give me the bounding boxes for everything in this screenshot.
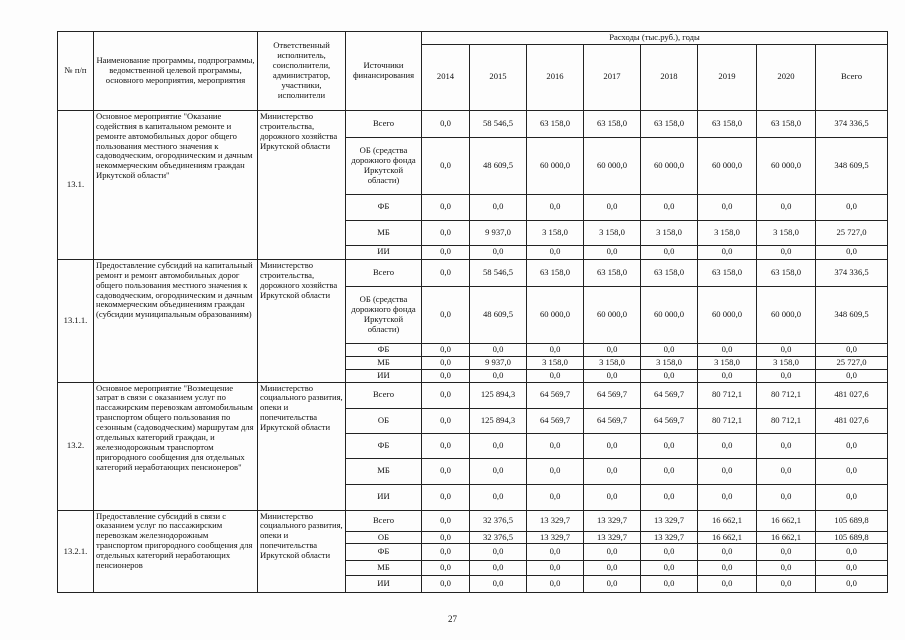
year-value: 3 158,0 bbox=[641, 220, 698, 245]
funding-source: ИИ bbox=[346, 576, 422, 593]
year-value: 0,0 bbox=[698, 245, 757, 259]
year-value: 80 712,1 bbox=[757, 382, 816, 408]
funding-source: Всего bbox=[346, 110, 422, 137]
item-name: Предоставление субсидий в связи с оказанием услуг по пассажирским перевозкам железнодорожным транспортом пригородного сообщения для отдельных категорий неработающих пенсионеров bbox=[94, 510, 258, 593]
header-year: 2014 bbox=[422, 44, 470, 110]
funding-source: ОБ bbox=[346, 531, 422, 544]
funding-source: Всего bbox=[346, 382, 422, 408]
year-value: 0,0 bbox=[641, 369, 698, 382]
header-year: 2015 bbox=[470, 44, 527, 110]
year-value: 60 000,0 bbox=[698, 286, 757, 343]
year-value: 64 569,7 bbox=[527, 382, 584, 408]
year-value: 3 158,0 bbox=[641, 356, 698, 369]
year-value: 0,0 bbox=[422, 531, 470, 544]
year-value: 125 894,3 bbox=[470, 382, 527, 408]
year-value: 0,0 bbox=[527, 458, 584, 484]
year-value: 0,0 bbox=[584, 484, 641, 510]
funding-source: ОБ (средства дорожного фонда Иркутской области) bbox=[346, 137, 422, 194]
year-value: 0,0 bbox=[698, 544, 757, 561]
year-value: 9 937,0 bbox=[470, 356, 527, 369]
header-year: 2016 bbox=[527, 44, 584, 110]
year-value: 0,0 bbox=[757, 561, 816, 576]
year-value: 0,0 bbox=[527, 194, 584, 220]
item-code: 13.1.1. bbox=[58, 259, 94, 382]
year-value: 3 158,0 bbox=[698, 356, 757, 369]
header-expenses: Расходы (тыс.руб.), годы bbox=[422, 32, 888, 45]
year-value: 0,0 bbox=[422, 343, 470, 356]
item-responsible: Министерство строительства, дорожного хозяйства Иркутской области bbox=[258, 110, 346, 259]
year-value: 0,0 bbox=[527, 561, 584, 576]
year-value: 0,0 bbox=[422, 433, 470, 458]
item-responsible: Министерство социального развития, опеки и попечительства Иркутской области bbox=[258, 510, 346, 593]
year-value: 63 158,0 bbox=[584, 110, 641, 137]
funding-source: ИИ bbox=[346, 484, 422, 510]
header-name: Наименование программы, подпрограммы, ведомственной целевой программы, основного мероприятия, мероприятия bbox=[94, 32, 258, 111]
year-value: 0,0 bbox=[641, 433, 698, 458]
funding-source: МБ bbox=[346, 458, 422, 484]
year-value: 80 712,1 bbox=[757, 408, 816, 433]
total-value: 0,0 bbox=[816, 458, 888, 484]
year-value: 64 569,7 bbox=[641, 408, 698, 433]
year-value: 0,0 bbox=[470, 458, 527, 484]
year-value: 3 158,0 bbox=[584, 220, 641, 245]
year-value: 0,0 bbox=[641, 561, 698, 576]
total-value: 0,0 bbox=[816, 194, 888, 220]
funding-source: ИИ bbox=[346, 245, 422, 259]
year-value: 60 000,0 bbox=[757, 286, 816, 343]
year-value: 0,0 bbox=[422, 137, 470, 194]
year-value: 0,0 bbox=[757, 484, 816, 510]
year-value: 48 609,5 bbox=[470, 286, 527, 343]
year-value: 0,0 bbox=[422, 382, 470, 408]
year-value: 0,0 bbox=[422, 194, 470, 220]
header-responsible: Ответственный исполнитель, соисполнители, администратор, участники, исполнители bbox=[258, 32, 346, 111]
year-value: 13 329,7 bbox=[527, 510, 584, 531]
year-value: 63 158,0 bbox=[527, 110, 584, 137]
year-value: 13 329,7 bbox=[641, 510, 698, 531]
year-value: 0,0 bbox=[584, 458, 641, 484]
year-value: 60 000,0 bbox=[527, 137, 584, 194]
year-value: 0,0 bbox=[757, 194, 816, 220]
year-value: 0,0 bbox=[422, 561, 470, 576]
year-value: 0,0 bbox=[470, 576, 527, 593]
year-value: 0,0 bbox=[470, 544, 527, 561]
total-value: 25 727,0 bbox=[816, 356, 888, 369]
table-row bbox=[58, 510, 888, 531]
year-value: 3 158,0 bbox=[584, 356, 641, 369]
year-value: 64 569,7 bbox=[527, 408, 584, 433]
year-value: 0,0 bbox=[698, 561, 757, 576]
header-year: 2019 bbox=[698, 44, 757, 110]
year-value: 0,0 bbox=[470, 433, 527, 458]
year-value: 0,0 bbox=[584, 544, 641, 561]
year-value: 0,0 bbox=[422, 286, 470, 343]
year-value: 16 662,1 bbox=[698, 531, 757, 544]
year-value: 16 662,1 bbox=[757, 531, 816, 544]
header-number: № п/п bbox=[58, 32, 94, 111]
year-value: 58 546,5 bbox=[470, 259, 527, 286]
header-year: 2018 bbox=[641, 44, 698, 110]
year-value: 0,0 bbox=[757, 369, 816, 382]
year-value: 0,0 bbox=[584, 561, 641, 576]
year-value: 0,0 bbox=[422, 220, 470, 245]
year-value: 60 000,0 bbox=[527, 286, 584, 343]
year-value: 0,0 bbox=[470, 561, 527, 576]
year-value: 0,0 bbox=[527, 576, 584, 593]
header-year: Всего bbox=[816, 44, 888, 110]
total-value: 348 609,5 bbox=[816, 137, 888, 194]
item-name: Основное мероприятие "Оказание содействия в капитальном ремонте и ремонте автомобильных дорог общего пользования местного значения к садоводческим, огородническим и дачным некоммерческим объединениям граждан Иркутской области" bbox=[94, 110, 258, 259]
table-row bbox=[58, 382, 888, 408]
funding-source: ОБ (средства дорожного фонда Иркутской области) bbox=[346, 286, 422, 343]
year-value: 0,0 bbox=[422, 369, 470, 382]
year-value: 0,0 bbox=[584, 343, 641, 356]
funding-source: ФБ bbox=[346, 343, 422, 356]
year-value: 3 158,0 bbox=[527, 356, 584, 369]
item-name: Основное мероприятие "Возмещение затрат в связи с оказанием услуг по пассажирским перевозкам автомобильным транспортом общего пользования по сезонным (садоводческим) маршрутам для отдельных категорий граждан, и железнодорожным транспортом пригородного сообщения для отдельных категорий неработающих пенсионеров" bbox=[94, 382, 258, 510]
year-value: 0,0 bbox=[698, 369, 757, 382]
funding-source: Всего bbox=[346, 510, 422, 531]
year-value: 0,0 bbox=[584, 245, 641, 259]
year-value: 0,0 bbox=[422, 356, 470, 369]
year-value: 0,0 bbox=[698, 576, 757, 593]
year-value: 0,0 bbox=[698, 194, 757, 220]
year-value: 0,0 bbox=[757, 576, 816, 593]
year-value: 0,0 bbox=[422, 484, 470, 510]
item-responsible: Министерство строительства, дорожного хозяйства Иркутской области bbox=[258, 259, 346, 382]
year-value: 125 894,3 bbox=[470, 408, 527, 433]
item-code: 13.2.1. bbox=[58, 510, 94, 593]
budget-table-body bbox=[58, 110, 888, 593]
total-value: 348 609,5 bbox=[816, 286, 888, 343]
funding-source: МБ bbox=[346, 220, 422, 245]
year-value: 0,0 bbox=[470, 484, 527, 510]
total-value: 0,0 bbox=[816, 245, 888, 259]
funding-source: МБ bbox=[346, 561, 422, 576]
year-value: 60 000,0 bbox=[641, 286, 698, 343]
year-value: 63 158,0 bbox=[698, 110, 757, 137]
total-value: 0,0 bbox=[816, 343, 888, 356]
year-value: 60 000,0 bbox=[584, 286, 641, 343]
year-value: 63 158,0 bbox=[641, 259, 698, 286]
funding-source: ФБ bbox=[346, 433, 422, 458]
total-value: 374 336,5 bbox=[816, 110, 888, 137]
year-value: 3 158,0 bbox=[527, 220, 584, 245]
year-value: 64 569,7 bbox=[584, 382, 641, 408]
year-value: 0,0 bbox=[641, 544, 698, 561]
year-value: 0,0 bbox=[422, 576, 470, 593]
year-value: 0,0 bbox=[470, 245, 527, 259]
year-value: 0,0 bbox=[584, 433, 641, 458]
year-value: 32 376,5 bbox=[470, 510, 527, 531]
total-value: 0,0 bbox=[816, 369, 888, 382]
year-value: 0,0 bbox=[584, 576, 641, 593]
year-value: 3 158,0 bbox=[698, 220, 757, 245]
year-value: 0,0 bbox=[527, 544, 584, 561]
year-value: 0,0 bbox=[757, 433, 816, 458]
year-value: 0,0 bbox=[422, 510, 470, 531]
total-value: 25 727,0 bbox=[816, 220, 888, 245]
year-value: 0,0 bbox=[757, 245, 816, 259]
total-value: 374 336,5 bbox=[816, 259, 888, 286]
year-value: 60 000,0 bbox=[584, 137, 641, 194]
year-value: 0,0 bbox=[422, 245, 470, 259]
year-value: 16 662,1 bbox=[757, 510, 816, 531]
total-value: 0,0 bbox=[816, 484, 888, 510]
item-code: 13.2. bbox=[58, 382, 94, 510]
total-value: 0,0 bbox=[816, 433, 888, 458]
header-year: 2017 bbox=[584, 44, 641, 110]
year-value: 0,0 bbox=[698, 484, 757, 510]
year-value: 0,0 bbox=[422, 259, 470, 286]
total-value: 481 027,6 bbox=[816, 408, 888, 433]
year-value: 16 662,1 bbox=[698, 510, 757, 531]
year-value: 0,0 bbox=[757, 458, 816, 484]
year-value: 0,0 bbox=[584, 369, 641, 382]
funding-source: Всего bbox=[346, 259, 422, 286]
year-value: 13 329,7 bbox=[527, 531, 584, 544]
year-value: 13 329,7 bbox=[584, 510, 641, 531]
total-value: 0,0 bbox=[816, 561, 888, 576]
year-value: 32 376,5 bbox=[470, 531, 527, 544]
item-name: Предоставление субсидий на капитальный ремонт и ремонт автомобильных дорог общего пользования местного значения к садоводческим, огородническим и дачным некоммерческим объединениям граждан (субсидии муниципальным образованиям) bbox=[94, 259, 258, 382]
year-value: 0,0 bbox=[422, 110, 470, 137]
year-value: 0,0 bbox=[698, 458, 757, 484]
year-value: 58 546,5 bbox=[470, 110, 527, 137]
funding-source: ФБ bbox=[346, 194, 422, 220]
year-value: 63 158,0 bbox=[698, 259, 757, 286]
year-value: 63 158,0 bbox=[757, 259, 816, 286]
year-value: 0,0 bbox=[641, 343, 698, 356]
budget-table bbox=[57, 31, 888, 593]
year-value: 3 158,0 bbox=[757, 356, 816, 369]
total-value: 0,0 bbox=[816, 576, 888, 593]
table-row bbox=[58, 110, 888, 137]
funding-source: ОБ bbox=[346, 408, 422, 433]
year-value: 0,0 bbox=[641, 576, 698, 593]
year-value: 63 158,0 bbox=[527, 259, 584, 286]
year-value: 0,0 bbox=[641, 484, 698, 510]
year-value: 0,0 bbox=[698, 343, 757, 356]
year-value: 64 569,7 bbox=[641, 382, 698, 408]
funding-source: МБ bbox=[346, 356, 422, 369]
year-value: 0,0 bbox=[527, 245, 584, 259]
header-year: 2020 bbox=[757, 44, 816, 110]
year-value: 0,0 bbox=[641, 194, 698, 220]
funding-source: ФБ bbox=[346, 544, 422, 561]
year-value: 3 158,0 bbox=[757, 220, 816, 245]
year-value: 0,0 bbox=[757, 343, 816, 356]
year-value: 60 000,0 bbox=[757, 137, 816, 194]
year-value: 0,0 bbox=[698, 433, 757, 458]
year-value: 0,0 bbox=[470, 194, 527, 220]
year-value: 0,0 bbox=[641, 245, 698, 259]
header-source: Источники финансирования bbox=[346, 32, 422, 111]
year-value: 80 712,1 bbox=[698, 382, 757, 408]
year-value: 0,0 bbox=[527, 369, 584, 382]
year-value: 0,0 bbox=[422, 544, 470, 561]
year-value: 13 329,7 bbox=[641, 531, 698, 544]
year-value: 0,0 bbox=[527, 484, 584, 510]
total-value: 481 027,6 bbox=[816, 382, 888, 408]
year-value: 63 158,0 bbox=[584, 259, 641, 286]
table-row bbox=[58, 259, 888, 286]
total-value: 0,0 bbox=[816, 544, 888, 561]
page-number: 27 bbox=[448, 614, 457, 624]
year-value: 0,0 bbox=[641, 458, 698, 484]
year-value: 48 609,5 bbox=[470, 137, 527, 194]
year-value: 0,0 bbox=[422, 458, 470, 484]
year-value: 0,0 bbox=[470, 369, 527, 382]
year-value: 0,0 bbox=[757, 544, 816, 561]
year-value: 63 158,0 bbox=[641, 110, 698, 137]
year-value: 13 329,7 bbox=[584, 531, 641, 544]
year-value: 0,0 bbox=[422, 408, 470, 433]
year-value: 80 712,1 bbox=[698, 408, 757, 433]
year-value: 63 158,0 bbox=[757, 110, 816, 137]
item-responsible: Министерство социального развития, опеки и попечительства Иркутской области bbox=[258, 382, 346, 510]
total-value: 105 689,8 bbox=[816, 531, 888, 544]
year-value: 9 937,0 bbox=[470, 220, 527, 245]
funding-source: ИИ bbox=[346, 369, 422, 382]
year-value: 0,0 bbox=[470, 343, 527, 356]
year-value: 0,0 bbox=[584, 194, 641, 220]
year-value: 0,0 bbox=[527, 433, 584, 458]
year-value: 60 000,0 bbox=[641, 137, 698, 194]
year-value: 60 000,0 bbox=[698, 137, 757, 194]
year-value: 64 569,7 bbox=[584, 408, 641, 433]
item-code: 13.1. bbox=[58, 110, 94, 259]
year-value: 0,0 bbox=[527, 343, 584, 356]
total-value: 105 689,8 bbox=[816, 510, 888, 531]
